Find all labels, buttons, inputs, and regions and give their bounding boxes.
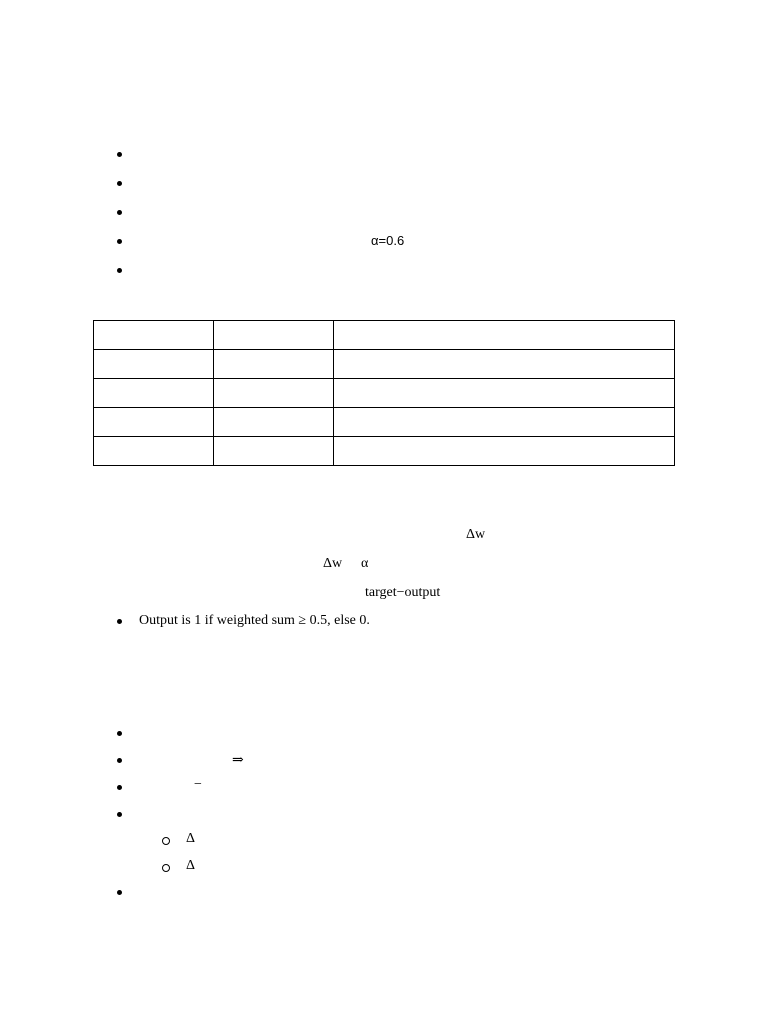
table-cell	[214, 408, 334, 437]
target-output-text: target−output	[365, 585, 441, 600]
output-rule-text: Output is 1 if weighted sum ≥ 0.5, else 0.	[139, 613, 370, 628]
table-cell	[214, 350, 334, 379]
table-cell	[334, 321, 675, 350]
table-cell	[94, 379, 214, 408]
table-cell	[334, 437, 675, 466]
table-cell	[334, 379, 675, 408]
bullet-marker	[117, 758, 122, 763]
learning-rate-text: α=0.6	[371, 233, 405, 248]
table-row	[94, 379, 675, 408]
table-row	[94, 350, 675, 379]
bullet-marker	[117, 812, 122, 817]
table-cell	[214, 437, 334, 466]
delta-symbol: Δ	[186, 858, 196, 873]
delta-symbol: Δ	[186, 831, 196, 846]
delta-w-symbol: Δw	[466, 527, 486, 542]
implies-symbol: ⇒	[232, 753, 244, 768]
table-row	[94, 321, 675, 350]
table-cell	[214, 321, 334, 350]
table-row	[94, 437, 675, 466]
bullet-marker	[117, 785, 122, 790]
minus-symbol: −	[194, 777, 202, 792]
data-table	[93, 320, 675, 466]
bullet-marker	[117, 152, 122, 157]
table-cell	[334, 350, 675, 379]
table-cell	[94, 350, 214, 379]
sub-bullet-marker	[162, 837, 170, 845]
bullet-marker	[117, 890, 122, 895]
sub-bullet-marker	[162, 864, 170, 872]
bullet-marker	[117, 239, 122, 244]
bullet-marker	[117, 268, 122, 273]
table-cell	[94, 321, 214, 350]
bullet-marker	[117, 619, 122, 624]
table-cell	[334, 408, 675, 437]
table-row	[94, 408, 675, 437]
bullet-marker	[117, 210, 122, 215]
table-cell	[94, 408, 214, 437]
delta-w-symbol: Δw	[323, 556, 343, 571]
bullet-marker	[117, 181, 122, 186]
bullet-marker	[117, 731, 122, 736]
alpha-symbol: α	[361, 556, 369, 571]
table-cell	[214, 379, 334, 408]
table-cell	[94, 437, 214, 466]
